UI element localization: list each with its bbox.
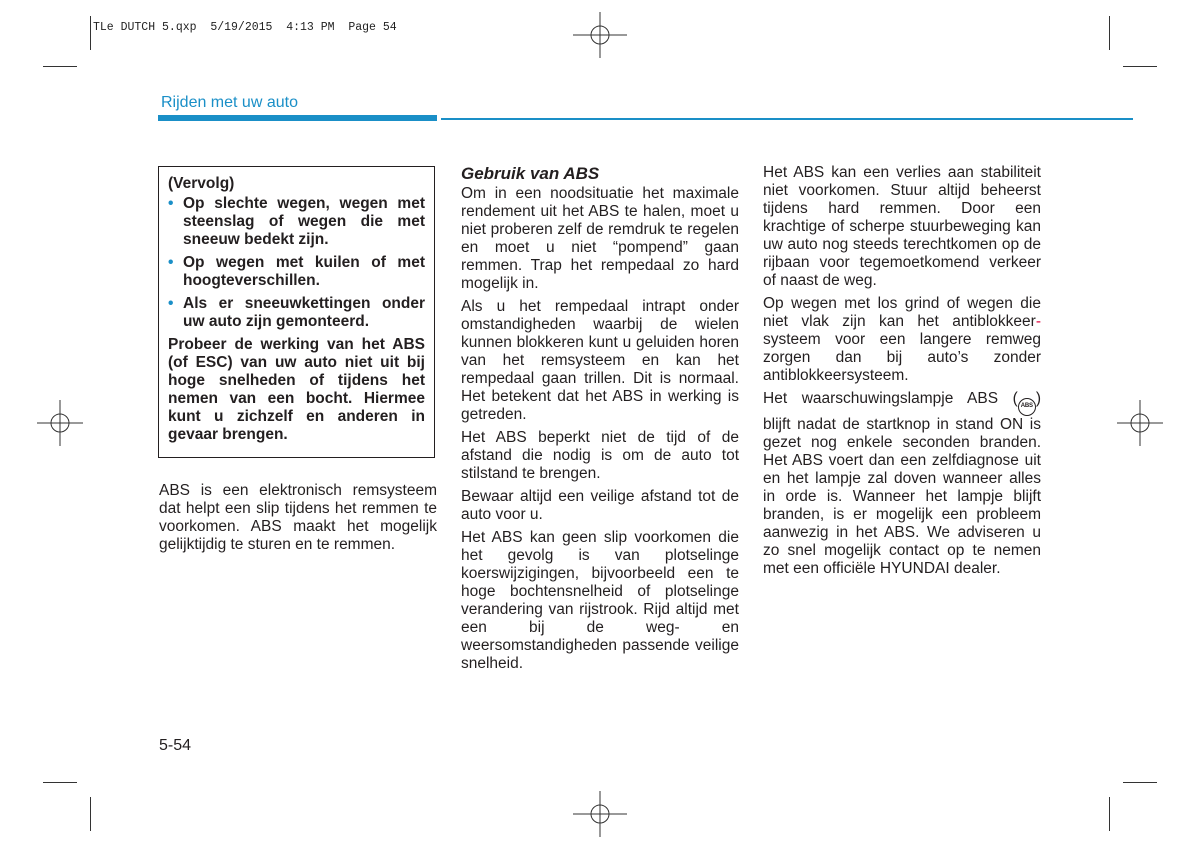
- registration-mark-right: [1117, 400, 1163, 446]
- warning-bullet-item: [168, 295, 425, 331]
- paragraph: [763, 390, 1041, 578]
- warning-bullet-item: [168, 254, 425, 290]
- warning-body: Probeer de werking van het ABS (of ESC) van uw auto niet uit bij hoge snelheden of tijdens het nemen van een bocht. Hiermee kunt u zichzelf en anderen in gevaar brengen.: [168, 336, 425, 443]
- abs-intro-paragraph: ABS is een elektronisch remsysteem dat helpt een slip tijdens het remmen te voorkomen. ABS maakt het mogelijk gelijktijdig te sturen en te remmen.: [159, 482, 437, 553]
- registration-mark-left: [37, 400, 83, 446]
- paragraph-text: systeem voor een langere remweg zorgen dan bij auto’s zonder antiblokkeersysteem.: [763, 331, 1041, 384]
- warning-bullet-text: Op slechte wegen, wegen met steenslag of wegen die met sneeuw bedekt zijn.: [183, 195, 425, 248]
- paragraph-text: Het waarschuwingslampje ABS (: [763, 390, 1018, 407]
- warning-box: [158, 166, 435, 458]
- warning-title: (Vervolg): [168, 175, 235, 192]
- warning-bullet-text: Als er sneeuwkettingen onder uw auto zijn gemonteerd.: [183, 295, 425, 330]
- warning-bullet-item: [168, 195, 425, 249]
- paragraph: Bewaar altijd een veilige afstand tot de auto voor u.: [461, 488, 739, 523]
- middle-column: [461, 164, 739, 678]
- warning-bullet-list: [168, 195, 425, 331]
- left-column: [159, 482, 437, 559]
- right-column: [763, 164, 1041, 583]
- bullet-icon: •: [168, 295, 174, 312]
- paragraph: Als u het rempedaal intrapt onder omstandigheden waarbij de wielen kunnen blokkeren kunt u geluiden horen van het remsysteem en kan het rempedaal gaan trillen. Dit is normaal. Het betekent dat het ABS in werking is getreden.: [461, 298, 739, 423]
- paragraph: Het ABS kan een verlies aan stabiliteit niet voorkomen. Stuur altijd beheerst tijdens hard remmen. Door een krachtige of scherpe stuurbeweging kan uw auto nog steeds terechtkomen op de rijbaan voor tegemoetkomend verkeer of naast de weg.: [763, 164, 1041, 289]
- print-slug: TLe DUTCH 5.qxp 5/19/2015 4:13 PM Page 54: [93, 21, 397, 34]
- crop-mark-bottom-right-v: [1109, 797, 1110, 831]
- abs-warning-light-icon: ABS: [1018, 398, 1036, 416]
- paragraph: Het ABS kan geen slip voorkomen die het gevolg is van plotselinge koerswijzigingen, bijvoorbeeld een te hoge bochtensnelheid of plotselinge verandering van rijstrook. Rijd altijd met een bij de weg- en weersomstandigheden passende veilige snelheid.: [461, 529, 739, 672]
- bullet-icon: •: [168, 195, 174, 212]
- registration-mark-bottom: [573, 791, 627, 837]
- warning-bullet-text: Op wegen met kuilen of met hoogteverschillen.: [183, 254, 425, 289]
- paragraph-text: ) blijft nadat de startknop in stand ON is gezet nog enkele seconden branden. Het ABS voert dan een zelfdiagnose uit en het lampje zal doven wanneer alles in orde is. Wanneer het lampje blijft branden, is er mogelijk een probleem aanwezig in het ABS. We adviseren u zo snel mogelijk contact op te nemen met een officiële HYUNDAI dealer.: [763, 390, 1041, 577]
- crop-mark-top-right-h: [1123, 66, 1157, 67]
- paragraph: Het ABS beperkt niet de tijd of de afstand die nodig is om de auto tot stilstand te brengen.: [461, 429, 739, 482]
- header-rule-thin: [441, 118, 1133, 120]
- crop-mark-bottom-left-v: [90, 797, 91, 831]
- bullet-icon: •: [168, 254, 174, 271]
- subheading: Gebruik van ABS: [461, 164, 600, 183]
- registration-mark-top: [573, 12, 627, 58]
- paragraph: Om in een noodsituatie het maximale rendement uit het ABS te halen, moet u niet proberen zelf de remdruk te regelen en moet u niet “pompend” gaan remmen. Trap het rempedaal zo hard mogelijk in.: [461, 185, 739, 292]
- hyphen-mark: -: [1035, 313, 1041, 330]
- crop-mark-top-left-h: [43, 66, 77, 67]
- crop-mark-top-left-v: [90, 16, 91, 50]
- crop-mark-top-right-v: [1109, 16, 1110, 50]
- paragraph: [763, 295, 1041, 385]
- crop-mark-bottom-left-h: [43, 782, 77, 783]
- section-title: Rijden met uw auto: [161, 94, 298, 111]
- header-rule-thick: [158, 115, 437, 121]
- paragraph-text: Op wegen met los grind of wegen die niet vlak zijn kan het antiblokkeer: [763, 295, 1041, 330]
- page-number: 5-54: [159, 737, 192, 754]
- crop-mark-bottom-right-h: [1123, 782, 1157, 783]
